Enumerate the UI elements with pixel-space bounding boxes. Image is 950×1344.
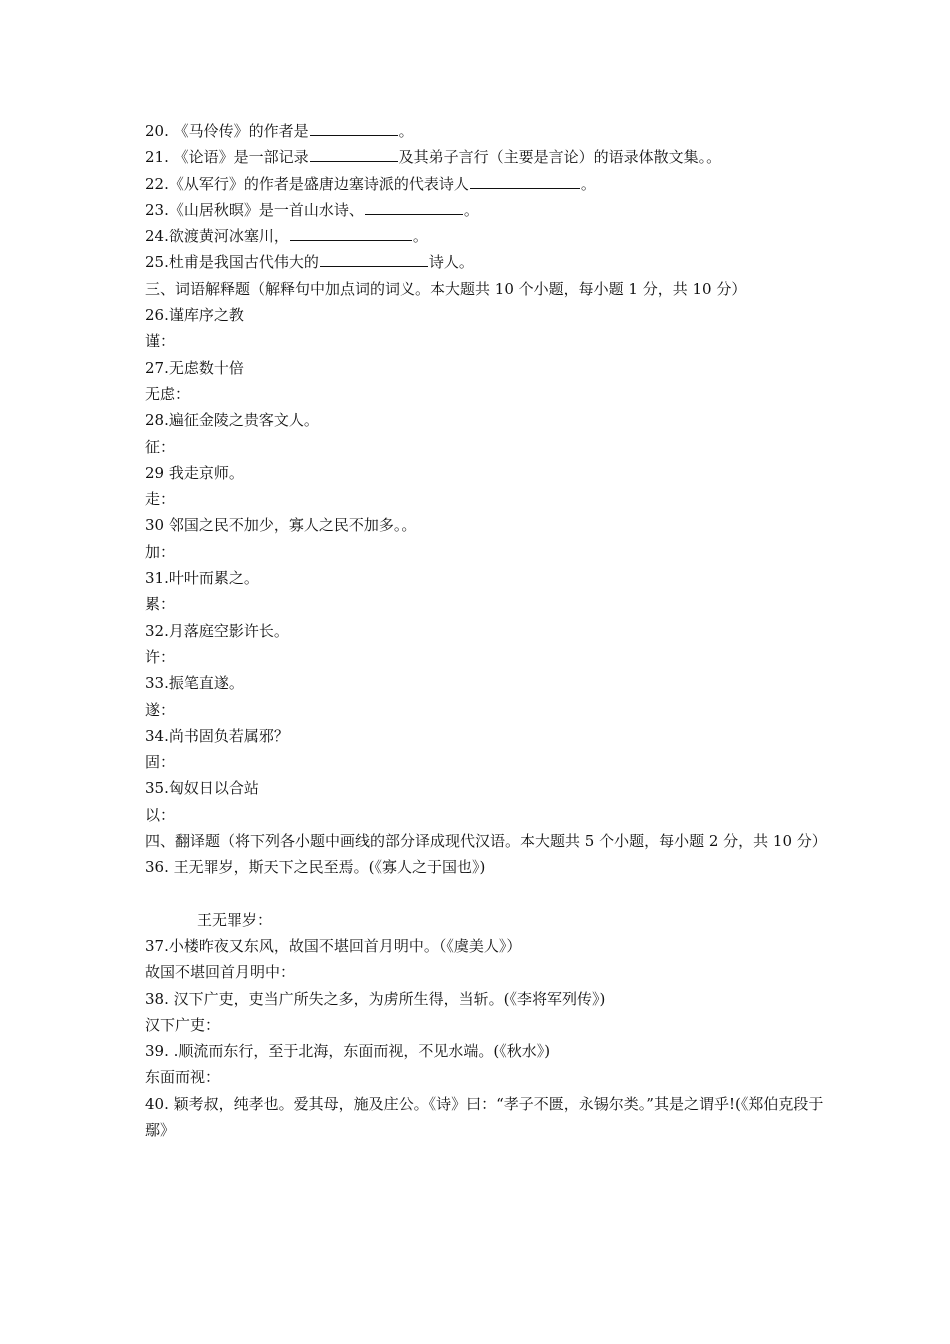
question-36: 36. 王无罪岁，斯天下之民至焉。(《寡人之于国也》) — [145, 858, 486, 877]
question-39: 39. .顺流而东行，至于北海，东面而视，不见水端。(《秋水》) — [145, 1042, 551, 1061]
question-text-end: 。 — [398, 122, 414, 140]
answer-blank — [365, 200, 463, 215]
question-32: 32.月落庭空影许长。 — [145, 621, 289, 640]
question-23 — [145, 197, 825, 223]
answer-label: 东面而视： — [145, 1068, 221, 1087]
section-heading-4: 四、翻译题（将下列各小题中画线的部分译成现代汉语。本大题共 5 个小题，每小题 2 分，共 10 分） — [145, 832, 827, 851]
answer-label: 以： — [145, 805, 176, 824]
question-33: 33.振笔直遂。 — [145, 674, 244, 693]
answer-blank — [320, 252, 428, 267]
answer-label: 征： — [145, 437, 176, 456]
answer-label: 故国不堪回首月明中： — [145, 963, 296, 982]
answer-label: 汉下广吏： — [145, 1015, 221, 1034]
question-31: 31.叶叶而累之。 — [145, 569, 259, 588]
question-37: 37.小楼昨夜又东风，故国不堪回首月明中。（《虞美人》） — [145, 936, 522, 955]
question-26: 26.谨库序之教 — [145, 306, 244, 325]
answer-blank — [310, 121, 398, 136]
question-text: 20. 《马伶传》的作者是 — [145, 122, 309, 140]
answer-label: 王无罪岁： — [197, 910, 273, 929]
question-22 — [145, 171, 825, 197]
question-27: 27.无虑数十倍 — [145, 358, 244, 377]
answer-blank — [290, 226, 412, 241]
section-heading-3: 三、词语解释题（解释句中加点词的词义。本大题共 10 个小题，每小题 1 分，共 10 分） — [145, 279, 747, 298]
answer-blank — [310, 147, 398, 162]
question-34: 34.尚书固负若属邪？ — [145, 726, 289, 745]
exam-content — [145, 118, 825, 1143]
spacer — [145, 881, 825, 907]
question-28: 28.遍征金陵之贵客文人。 — [145, 411, 319, 430]
question-text-end: 诗人。 — [428, 253, 474, 272]
question-20 — [145, 118, 825, 144]
question-text: 23.《山居秋暝》是一首山水诗、 — [145, 200, 364, 219]
question-30: 30 邻国之民不加少，寡人之民不加多。。 — [145, 516, 417, 535]
question-35: 35.匈奴日以合站 — [145, 779, 259, 798]
question-text: 24.欲渡黄河冰塞川， — [145, 227, 289, 246]
answer-blank — [470, 174, 580, 189]
question-text: 22.《从军行》的作者是盛唐边塞诗派的代表诗人 — [145, 174, 469, 193]
answer-label: 遂： — [145, 700, 176, 719]
question-21 — [145, 144, 825, 170]
answer-label: 走： — [145, 490, 176, 509]
answer-label: 加： — [145, 542, 176, 561]
question-text-end: 及其弟子言行（主要是言论）的语录体散文集。。 — [398, 148, 722, 167]
question-40: 40. 颖考叔，纯孝也。爱其母，施及庄公。《诗》曰：“孝子不匮，永锡尔类。”其是之谓乎!(《郑伯克段于鄢》 — [145, 1094, 824, 1139]
question-text-end: 。 — [463, 200, 479, 219]
question-29: 29 我走京师。 — [145, 463, 244, 482]
question-text-end: 。 — [580, 174, 596, 193]
answer-label: 固： — [145, 753, 176, 772]
question-text: 21. 《论语》是一部记录 — [145, 148, 309, 167]
answer-label: 谨： — [145, 332, 176, 351]
question-24 — [145, 223, 825, 249]
answer-label: 累： — [145, 595, 176, 614]
question-25 — [145, 249, 825, 275]
question-38: 38. 汉下广吏，吏当广所失之多，为虏所生得，当斩。(《李将军列传》) — [145, 989, 606, 1008]
answer-label: 许： — [145, 647, 176, 666]
answer-label: 无虑： — [145, 384, 191, 403]
question-text: 25.杜甫是我国古代伟大的 — [145, 253, 319, 272]
question-text-end: 。 — [412, 227, 428, 246]
